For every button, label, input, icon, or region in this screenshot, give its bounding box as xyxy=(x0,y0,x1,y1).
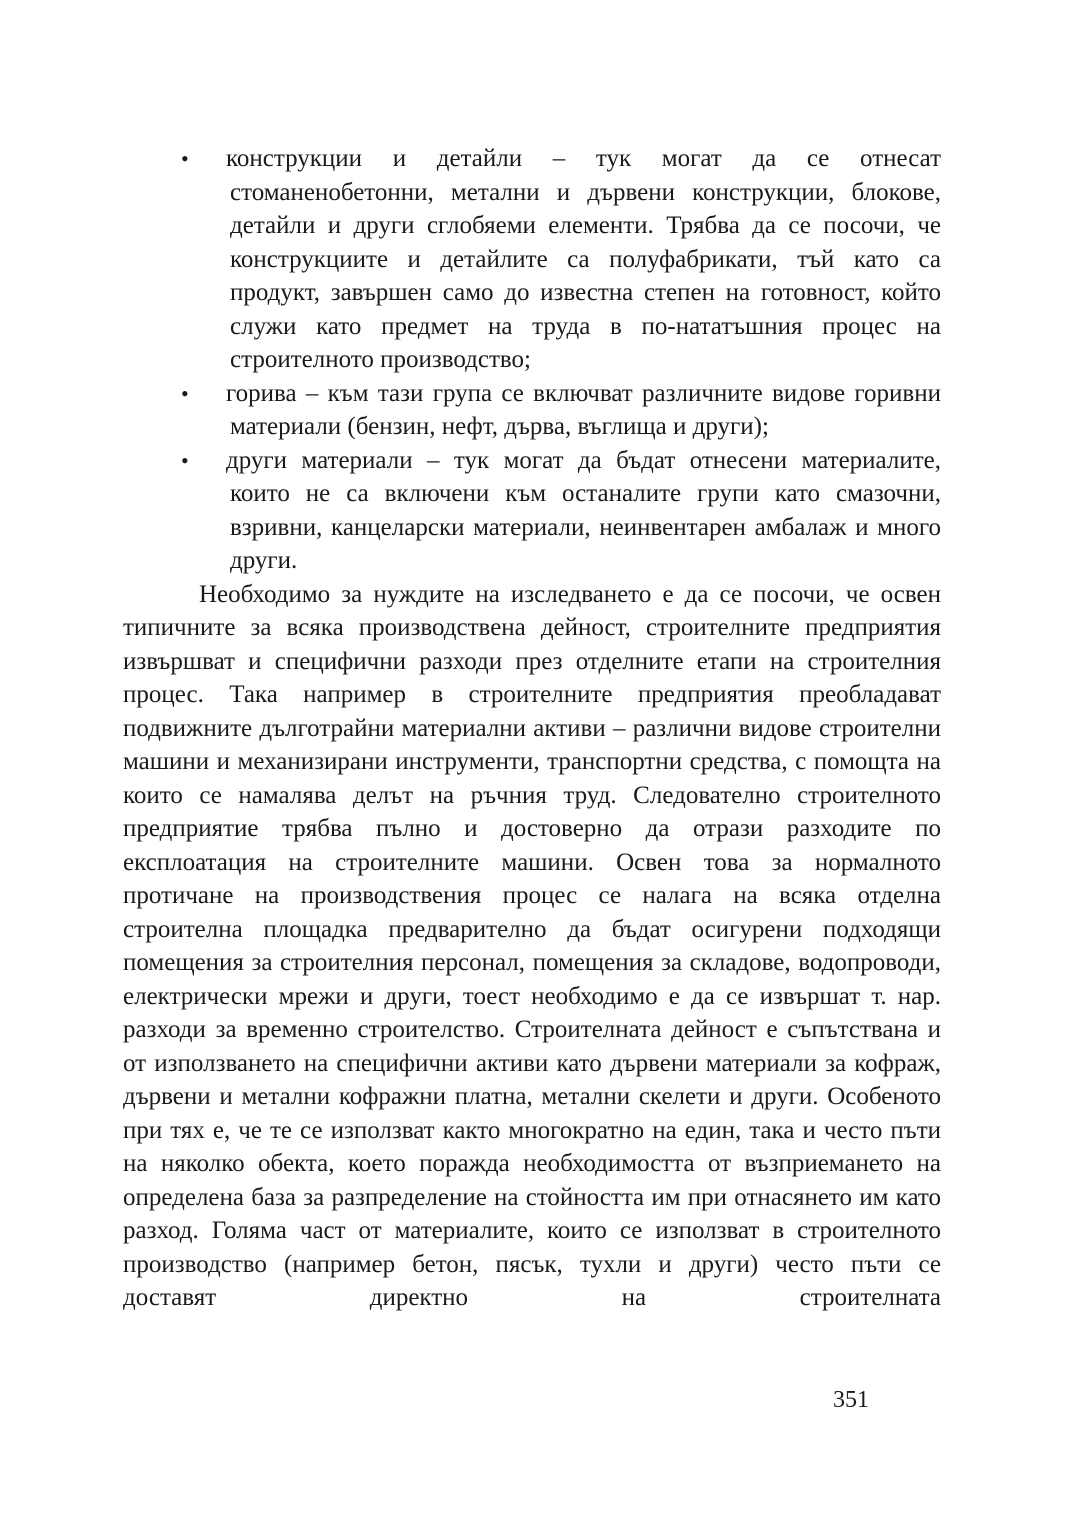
page-number: 351 xyxy=(833,1387,869,1413)
list-item xyxy=(123,142,941,377)
bullet-icon: • xyxy=(181,146,189,171)
list-item-text: горива – към тази група се включват различните видове горивни материали (бензин, нефт, дърва, въглища и други); xyxy=(226,379,941,440)
list-item xyxy=(123,444,941,578)
list-item xyxy=(123,377,941,444)
bullet-icon: • xyxy=(181,380,189,406)
list-item-text: други материали – тук могат да бъдат отнесени материалите, които не са включени към останалите групи като смазочни, взривни, канцеларски материали, неинвентарен амбалаж и много други. xyxy=(226,446,941,574)
page-content xyxy=(123,142,941,1315)
body-paragraph: Необходимо за нуждите на изследването е да се посочи, че освен типичните за всяка производствена дейност, строителните предприятия извършват и специфични разходи през отделните етапи на строителния процес. Така например в строителните предприятия преобладават подвижните дълготрайни материални активи – различни видове строителни машини и механизирани инструменти, транспортни средства, с помощта на които се намалява делът на ръчния труд. Следователно строителното предприятие трябва пълно и достоверно да отрази разходите по експлоатация на строителните машини. Освен това за нормалното протичане на производствения процес се налага на всяка отделна строителна площадка предварително да бъдат осигурени подходящи помещения за строителния персонал, помещения за складове, водопроводи, електрически мрежи и други, тоест необходимо е да се извършат т. нар. разходи за временно строителство. Строителната дейност е съпътствана и от използването на специфични активи като дървени материали за кофраж, дървени и метални кофражни платна, метални скелети и други. Особеното при тях е, че те се използват както многократно на един, така и често пъти на няколко обекта, което поражда необходимостта от възприемането на определена база за разпределение на стойността им при отнасянето им като разход. Голяма част от материалите, които се използват в строителното производство (например бетон, пясък, тухли и други) често пъти се доставят директно на строителната xyxy=(123,580,941,1311)
bullet-list xyxy=(123,142,941,578)
bullet-icon: • xyxy=(181,447,189,473)
list-item-text: конструкции и детайли – тук могат да се отнесат стоманенобетонни, метални и дървени конструкции, блокове, детайли и други сглобяеми елементи. Трябва да се посочи, че конструкциите и детайлите са полуфабрикати, тъй като са продукт, завършен само до известна степен на готовност, който служи като предмет на труда в по-нататъшния процес на строителното производство; xyxy=(226,145,941,373)
